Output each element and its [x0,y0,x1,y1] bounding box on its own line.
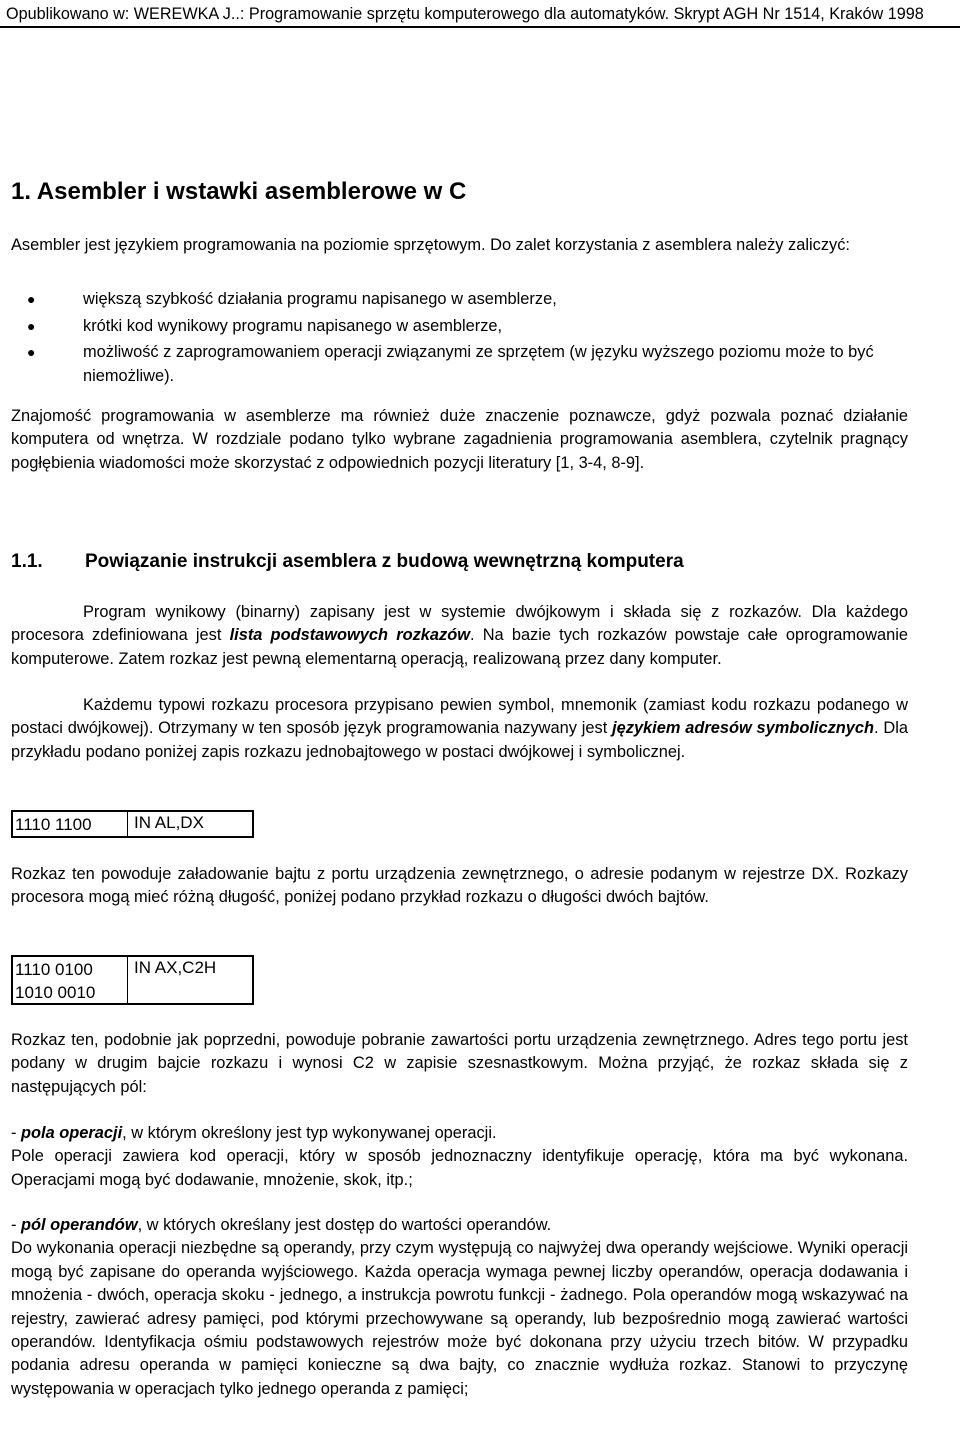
code2-description: Rozkaz ten, podobnie jak poprzedni, powoduje pobranie zawartości portu urządzenia zewnętrznego. Adres tego portu jest podany w drugim bajcie rozkazu i wynosi C2 w zapisie szesnastkowym. Można przyjąć, że rozkaz składa się z następujących pól: [11,1031,908,1096]
advantages-list [27,288,909,391]
list-item: ● możliwość z zaprogramowaniem operacji związanymi ze sprzętem (w języku wyższego poziomu może to być niemożliwe). [27,343,874,385]
emphasis-term: pola operacji [21,1124,123,1142]
code1-description: Rozkaz ten powoduje załadowanie bajtu z portu urządzenia zewnętrznego, o adresie podanym w rejestrze DX. Rozkazy procesora mogą mieć różną długość, poniżej podano przykład rozkazu o długości dwóch bajtów. [11,865,908,907]
intro-paragraph: Asembler jest językiem programowania na poziomie sprzętowym. Do zalet korzystania z asemblera należy zaliczyć: [11,236,850,254]
emphasis-term: pól operandów [21,1216,138,1234]
binary-code-cell: 1110 0100 1010 0010 [13,957,128,1003]
bullet-icon: ● [27,344,36,361]
program-paragraph: Program wynikowy (binarny) zapisany jest w systemie dwójkowym i składa się z rozkazów. Dla każdego procesora zdefiniowana jest lista podstawowych rozkazów. Na bazie tych rozkazów powstaje całe oprogramowanie komputerowe. Zatem rozkaz jest pewną elementarną operacją, realizowaną przez dany komputer. [11,603,908,668]
list-item: ● większą szybkość działania programu napisanego w asemblerze, [83,288,909,311]
operand-fields-paragraph: - pól operandów, w których określany jest dostęp do wartości operandów. Do wykonania operacji niezbędne są operandy, przy czym występują co najwyżej dwa operandy wejściowe. Wyniki operacji mogą być zapisane do operanda wyjściowego. Każda operacja wymaga pewnej liczby operandów, operacja dodawania i mnożenia - dwóch, operacja skoku - jednego, a instrukcja powrotu funkcji - żadnego. Pola operandów mogą wskazywać na rejestry, zawierać adresy pamięci, pod którymi przechowywane są operandy, lub bezpośrednio mogą zawierać wartości operandów. Identyfikacja ośmiu podstawowych rejestrów może być dokonana przy użyciu trzech bitów. W przypadku podania adresu operanda w pamięci konieczne są dwa bajty, co znacznie wydłuża rozkaz. Stanowi to przyczynę występowania w operacjach tylko jednego operanda z pamięci; [11,1216,908,1398]
binary-code-cell: 1110 1100 [13,812,128,836]
emphasis-term: lista podstawowych rozkazów [229,626,470,645]
section-title: Asembler i wstawki asemblerowe w C [36,178,467,205]
mnemonic-cell: IN AL,DX [134,813,204,832]
operation-field-paragraph: - pola operacji, w którym określony jest typ wykonywanej operacji. Pole operacji zawiera kod operacji, który w sposób jednoznaczny identyfikuje operację, która ma być wykonana. Operacjami mogą być dodawanie, mnożenie, skok, itp.; [11,1124,908,1189]
instruction-example-1 [11,810,254,838]
instruction-example-2 [11,955,254,1005]
subsection-number: 1.1. [11,551,43,572]
subsection-title: Powiązanie instrukcji asemblera z budową wewnętrzną komputera [85,551,684,572]
publication-header: Opublikowano w: WEREWKA J..: Programowanie sprzętu komputerowego dla automatyków. Skrypt AGH Nr 1514, Kraków 1998 [0,0,960,28]
bullet-icon: ● [27,291,36,307]
section-heading [11,176,466,208]
bullet-icon: ● [27,317,36,334]
symbol-paragraph: Każdemu typowi rozkazu procesora przypisano pewien symbol, mnemonik (zamiast kodu rozkazu podanego w postaci dwójkowej). Otrzymany w ten sposób język programowania nazywany jest językiem adresów symbolicznych. Dla przykładu podano poniżej zapis rozkazu jednobajtowego w postaci dwójkowej i symbolicznej. [11,696,909,761]
mnemonic-cell: IN AX,C2H [134,958,217,977]
list-item: ● krótki kod wynikowy programu napisanego w asemblerze, [83,315,909,338]
section-number: 1. [11,178,32,205]
knowledge-paragraph: Znajomość programowania w asemblerze ma również duże znaczenie poznawcze, gdyż pozwala poznać działanie komputera od wnętrza. W rozdziale podano tylko wybrane zagadnienia programowania asemblera, czytelnik pragnący pogłębienia wiadomości może skorzystać z odpowiednich pozycji literatury [1, 3-4, 8-9]. [11,407,908,472]
emphasis-term: językiem adresów symbolicznych [612,719,875,738]
